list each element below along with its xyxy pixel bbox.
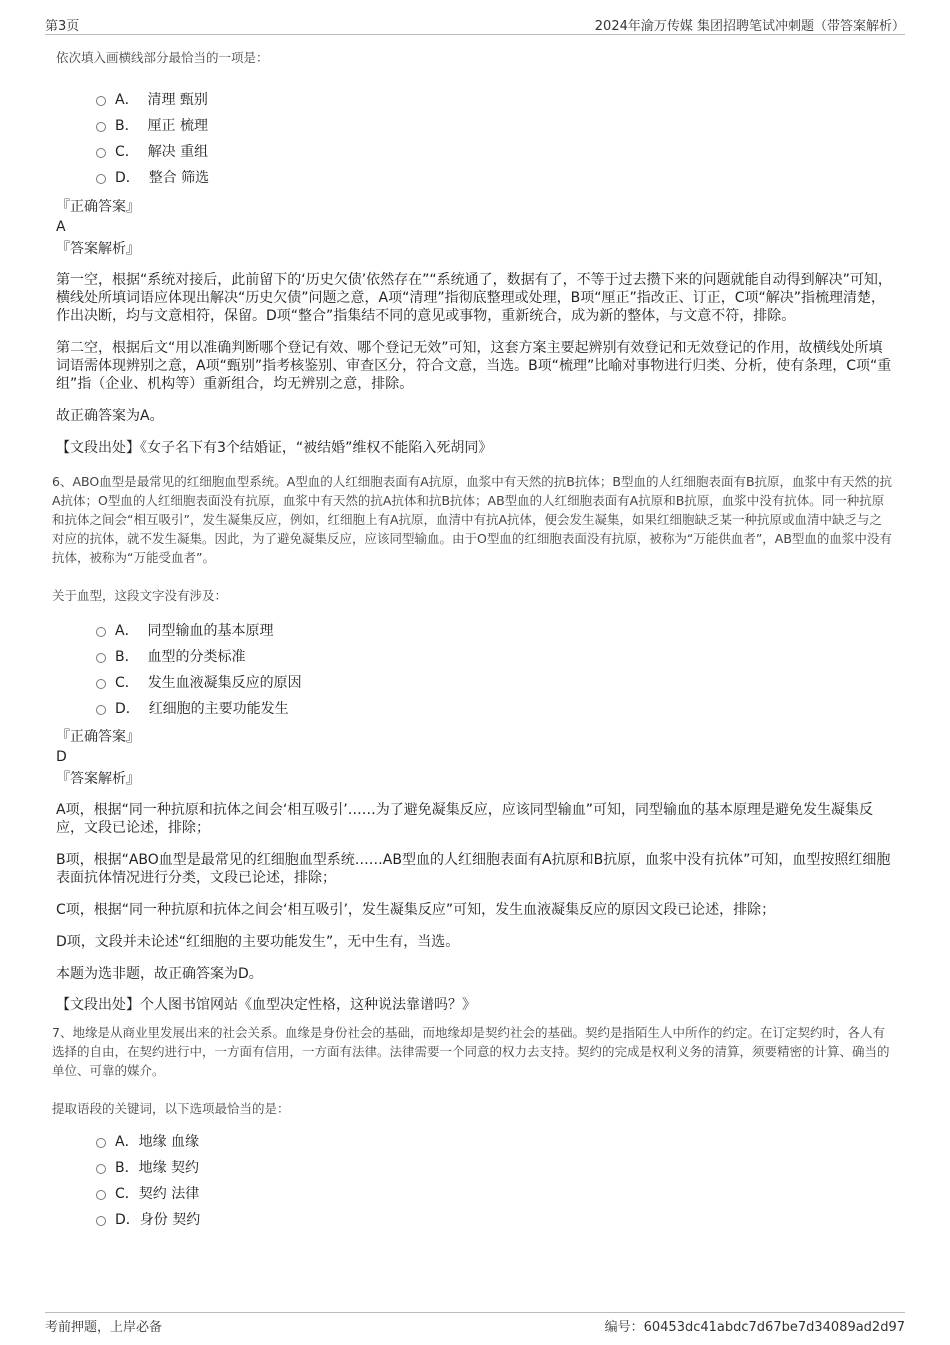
radio-icon[interactable] bbox=[96, 1190, 106, 1200]
q6-answer: D bbox=[56, 749, 67, 765]
q6-option-b[interactable]: B． 血型的分类标准 bbox=[96, 644, 894, 670]
page-content bbox=[52, 44, 894, 1233]
radio-icon[interactable] bbox=[96, 122, 106, 132]
q6-analysis-conclusion: 本题为选非题，故正确答案为D。 bbox=[56, 966, 263, 982]
q6-analysis-label: 『答案解析』 bbox=[56, 771, 140, 787]
radio-icon[interactable] bbox=[96, 96, 106, 106]
radio-icon[interactable] bbox=[96, 1164, 106, 1174]
q7-stem: 7、地缘是从商业里发展出来的社会关系。血缘是身份社会的基础，而地缘却是契约社会的基础。契约是指陌生人中所作的约定。在订定契约时，各人有选择的自由，在契约进行中，一方面有信用，一方面有法律。法律需要一个同意的权力去支持。契约的完成是权利义务的清算，须要精密的计算、确当的单位、可靠的媒介。 bbox=[52, 1025, 890, 1078]
code-value: 60453dc41abdc7d67be7d34089ad2d97 bbox=[643, 1320, 905, 1335]
page-header bbox=[45, 12, 905, 35]
q5-option-d[interactable]: D． 整合 筛选 bbox=[96, 165, 894, 191]
q7-options bbox=[56, 1129, 894, 1233]
q5-analysis-paragraph: 第一空，根据“系统对接后，此前留下的‘历史欠债’依然存在”“系统通了，数据有了，不等于过去攒下来的问题就能自动得到解决”可知，横线处所填词语应体现出解决“历史欠债”问题之意，A项“清理”指彻底整理或处理，B项“厘正”指改正、订正，C项“解决”指梳理清楚，作出决断，均与文意相符，保留。D项“整合”指集结不同的意见或事物，重新统合，成为新的整体，与文意不符，排除。 bbox=[56, 272, 892, 324]
q6-option-c[interactable]: C． 发生血液凝集反应的原因 bbox=[96, 670, 894, 696]
q5-answer: A bbox=[56, 219, 66, 235]
q7-prompt: 提取语段的关键词，以下选项最恰当的是： bbox=[52, 1101, 290, 1116]
q7-option-d[interactable]: D．身份 契约 bbox=[96, 1207, 894, 1233]
q5-prompt: 依次填入画横线部分最恰当的一项是： bbox=[56, 50, 269, 65]
q6-option-d[interactable]: D． 红细胞的主要功能发生 bbox=[96, 696, 894, 722]
q5-analysis-paragraph: 第二空，根据后文“用以准确判断哪个登记有效、哪个登记无效”可知，这套方案主要起辨别有效登记和无效登记的作用，故横线处所填词语需体现辨别之意，A项“甄别”指考核鉴别、审查区分，符合文意，当选。B项“梳理”比喻对事物进行归类、分析，使有条理，C项“重组”指（企业、机构等）重新组合，均无辨别之意，排除。 bbox=[56, 340, 892, 392]
radio-icon[interactable] bbox=[96, 148, 106, 158]
q5-option-c[interactable]: C． 解决 重组 bbox=[96, 139, 894, 165]
radio-icon[interactable] bbox=[96, 627, 106, 637]
q7-option-c[interactable]: C．契约 法律 bbox=[96, 1181, 894, 1207]
q6-source: 【文段出处】个人图书馆网站《血型决定性格，这种说法靠谱吗？》 bbox=[56, 997, 476, 1013]
q6-answer-label: 『正确答案』 bbox=[56, 729, 140, 745]
radio-icon[interactable] bbox=[96, 1138, 106, 1148]
q5-analysis-label: 『答案解析』 bbox=[56, 241, 140, 257]
radio-icon[interactable] bbox=[96, 174, 106, 184]
footer-slogan: 考前押题，上岸必备 bbox=[45, 1320, 163, 1335]
q6-analysis-paragraph: B项，根据“ABO血型是最常见的红细胞血型系统……AB型血的人红细胞表面有A抗原和B抗原，血浆中没有抗体”可知，血型按照红细胞表面抗体情况进行分类，文段已论述，排除； bbox=[56, 852, 891, 886]
q6-analysis-paragraph: A项，根据“同一种抗原和抗体之间会‘相互吸引’……为了避免凝集反应，应该同型输血”可知，同型输血的基本原理是避免发生凝集反应，文段已论述，排除； bbox=[56, 802, 873, 836]
q6-option-a[interactable]: A． 同型输血的基本原理 bbox=[96, 618, 894, 644]
document-code bbox=[605, 1316, 905, 1335]
q6-analysis-paragraph: D项，文段并未论述“红细胞的主要功能发生”，无中生有，当选。 bbox=[56, 934, 460, 950]
page-footer bbox=[45, 1312, 905, 1335]
q6-prompt: 关于血型，这段文字没有涉及： bbox=[52, 588, 228, 603]
q5-answer-label: 『正确答案』 bbox=[56, 199, 140, 215]
q6-stem: 6、ABO血型是最常见的红细胞血型系统。A型血的人红细胞表面有A抗原，血浆中有天然的抗B抗体；B型血的人红细胞表面有B抗原，血浆中有天然的抗A抗体；O型血的人红细胞表面没有抗原，血浆中有天然的抗A抗体和抗B抗体；AB型血的人红细胞表面有A抗原和B抗原，血浆中没有抗体。同一种抗原和抗体之间会“相互吸引”，发生凝集反应，例如，红细胞上有A抗原，血清中有抗A抗体，便会发生凝集，如果红细胞缺乏某一种抗原或血清中缺乏与之对应的抗体，就不发生凝集。因此，为了避免凝集反应，应该同型输血。由于O型血的红细胞表面没有抗原，被称为“万能供血者”，AB型血的血浆中没有抗体，被称为“万能受血者”。 bbox=[52, 474, 893, 565]
q7-option-a[interactable]: A．地缘 血缘 bbox=[96, 1129, 894, 1155]
q6-options bbox=[56, 618, 894, 722]
q5-analysis-conclusion: 故正确答案为A。 bbox=[56, 408, 164, 424]
q6-analysis-paragraph: C项，根据“同一种抗原和抗体之间会‘相互吸引’，发生凝集反应”可知，发生血液凝集反应的原因文段已论述，排除； bbox=[56, 902, 776, 918]
q5-options bbox=[56, 87, 894, 191]
document-title: 2024年渝万传媒 集团招聘笔试冲刺题（带答案解析） bbox=[594, 19, 905, 34]
radio-icon[interactable] bbox=[96, 1216, 106, 1226]
radio-icon[interactable] bbox=[96, 679, 106, 689]
page-number: 第3页 bbox=[45, 19, 80, 34]
q5-source: 【文段出处】《女子名下有3个结婚证，“被结婚”维权不能陷入死胡同》 bbox=[56, 440, 493, 456]
q5-option-a[interactable]: A． 清理 甄别 bbox=[96, 87, 894, 113]
q7-option-b[interactable]: B．地缘 契约 bbox=[96, 1155, 894, 1181]
q5-option-b[interactable]: B． 厘正 梳理 bbox=[96, 113, 894, 139]
radio-icon[interactable] bbox=[96, 653, 106, 663]
radio-icon[interactable] bbox=[96, 705, 106, 715]
code-label: 编号： bbox=[604, 1320, 644, 1335]
